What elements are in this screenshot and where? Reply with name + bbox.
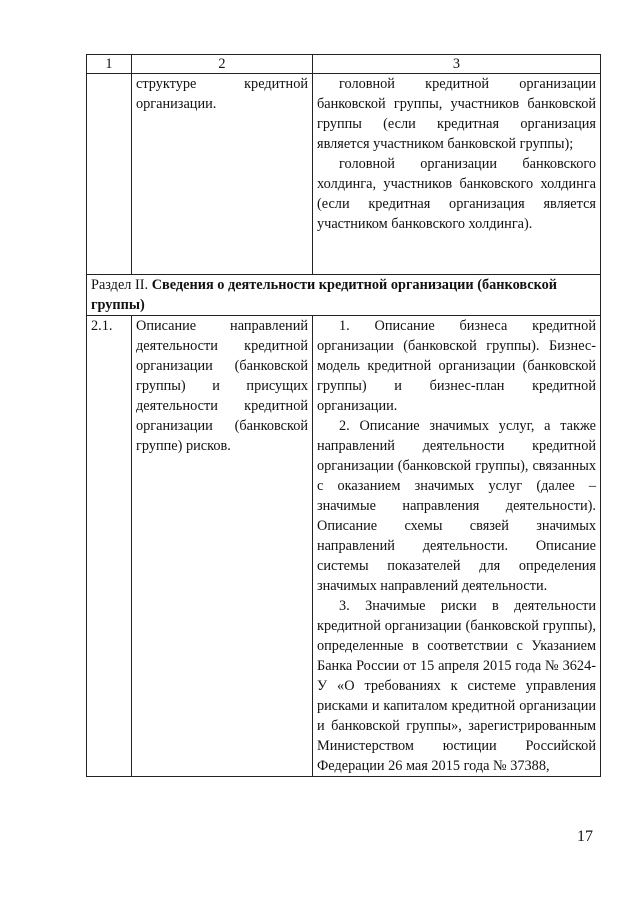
requirements-table bbox=[86, 54, 601, 777]
row-description-cell: Описание направлений деятельности кредитной организации (банковской группы) и присущих деятельности кредитной организации (банковской группе) рисков. bbox=[132, 316, 313, 777]
continued-description-cell: структуре кредитной организации. bbox=[132, 74, 313, 275]
page-number: 17 bbox=[577, 828, 593, 845]
header-col-3: 3 bbox=[313, 55, 601, 74]
section-title: Сведения о деятельности кредитной организации (банковской группы) bbox=[91, 277, 558, 313]
continued-paragraph-1: головной кредитной организации банковской группы, участников банковской группы (если кредитная организация является участником банковской группы); bbox=[317, 76, 596, 152]
header-col-1: 1 bbox=[87, 55, 132, 74]
row-requirements-cell bbox=[313, 316, 601, 777]
section-row bbox=[87, 275, 601, 316]
table-header-row bbox=[87, 55, 601, 74]
requirement-item-1: 1. Описание бизнеса кредитной организации (банковской группы). Бизнес-модель кредитной организации (банковской группы) и бизнес-план кредитной организации. bbox=[317, 318, 596, 414]
header-col-2: 2 bbox=[132, 55, 313, 74]
section-prefix: Раздел II. bbox=[91, 277, 152, 293]
continued-requirements-cell bbox=[313, 74, 601, 275]
section-heading bbox=[87, 275, 601, 316]
requirement-item-3: 3. Значимые риски в деятельности кредитной организации (банковской группы), определенные в соответствии с Указанием Банка России от 15 апреля 2015 года № 3624-У «О требованиях к системе управления рисками и капиталом кредитной организации и банковской группы», зарегистрированным Министерством юстиции Российской Федерации 26 мая 2015 года № 37388, bbox=[317, 598, 596, 774]
continued-paragraph-2: головной организации банковского холдинга, участников банковского холдинга (если кредитная организация является участником банковского холдинга). bbox=[317, 156, 596, 232]
table-row-2-1 bbox=[87, 316, 601, 777]
table-row-continued bbox=[87, 74, 601, 275]
continued-num-cell bbox=[87, 74, 132, 275]
row-number: 2.1. bbox=[87, 316, 132, 777]
requirement-item-2: 2. Описание значимых услуг, а также направлений деятельности кредитной организации (банковской группы), связанных с оказанием значимых услуг (далее – значимые направления деятельности). Описание схемы связей значимых направлений деятельности. Описание системы показателей для определения значимых направлений деятельности. bbox=[317, 418, 596, 594]
